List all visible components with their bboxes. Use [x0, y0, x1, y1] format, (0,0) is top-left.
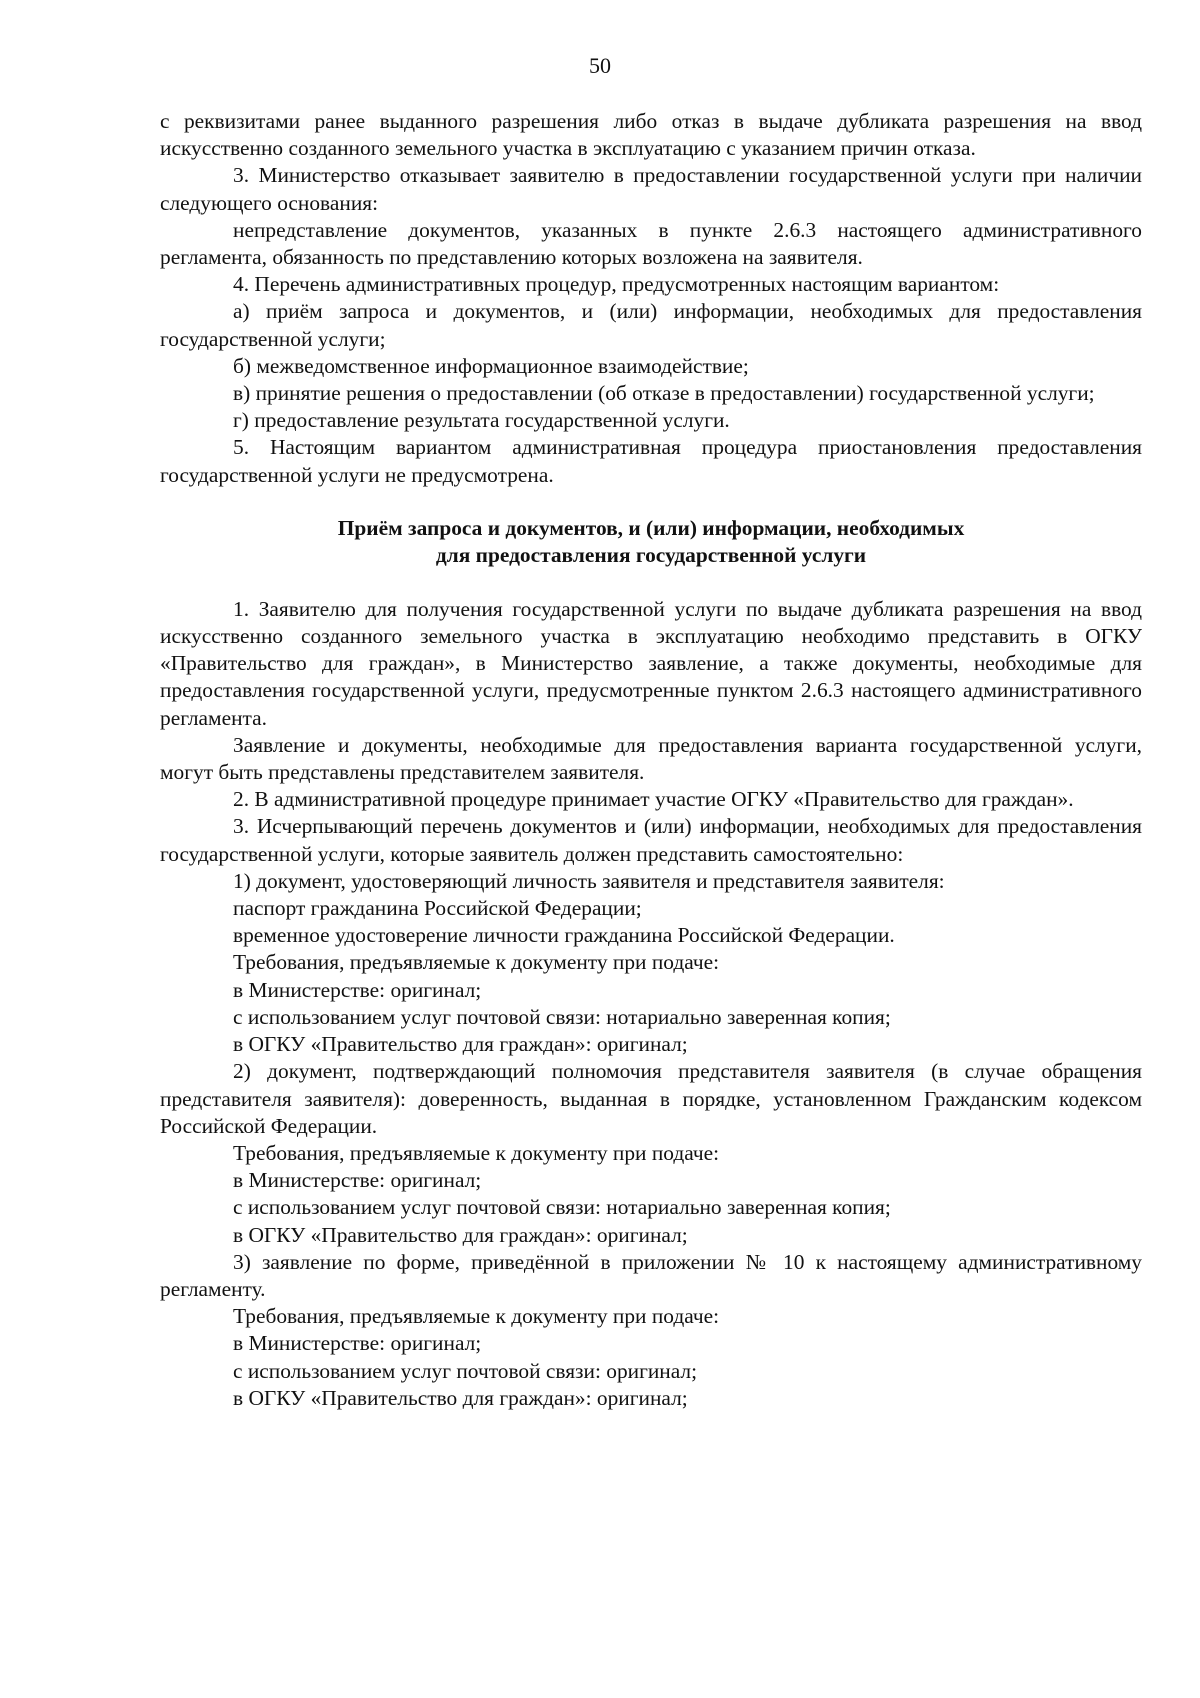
paragraph: Заявление и документы, необходимые для предоставления варианта государственной услуги, могут быть представлены представителем заявителя.: [160, 732, 1142, 785]
paragraph: 1. Заявителю для получения государственной услуги по выдаче дубликата разрешения на ввод искусственно созданного земельного участка в эксплуатацию необходимо представить в ОГКУ «Правительство для граждан», в Министерство заявление, а также документы, необходимые для предоставления государственной услуги, предусмотренные пунктом 2.6.3 настоящего административного регламента.: [160, 596, 1142, 730]
paragraph: 4. Перечень административных процедур, предусмотренных настоящим вариантом:: [233, 272, 1000, 297]
paragraph: Требования, предъявляемые к документу при подаче:: [233, 1140, 720, 1165]
page-number: 50: [589, 53, 611, 78]
paragraph: б) межведомственное информационное взаимодействие;: [233, 353, 749, 378]
paragraph: с использованием услуг почтовой связи: нотариально заверенная копия;: [233, 1004, 891, 1029]
paragraph: 1) документ, удостоверяющий личность заявителя и представителя заявителя:: [233, 868, 945, 893]
paragraph: 3) заявление по форме, приведённой в приложении № 10 к настоящему административному регламенту.: [160, 1249, 1142, 1301]
paragraph: с использованием услуг почтовой связи: оригинал;: [233, 1358, 698, 1383]
paragraph: в) принятие решения о предоставлении (об отказе в предоставлении) государственной услуги;: [233, 381, 1095, 406]
paragraph: в Министерстве: оригинал;: [233, 1331, 482, 1356]
document-body: [160, 108, 1142, 1412]
section-heading-line-1: Приём запроса и документов, и (или) информации, необходимых: [337, 515, 965, 540]
paragraph: 2. В административной процедуре принимает участие ОГКУ «Правительство для граждан».: [233, 787, 1074, 812]
paragraph: в ОГКУ «Правительство для граждан»: оригинал;: [233, 1385, 688, 1410]
paragraph: с использованием услуг почтовой связи: нотариально заверенная копия;: [233, 1195, 891, 1220]
paragraphs-top: [160, 108, 1142, 489]
paragraph: паспорт гражданина Российской Федерации;: [233, 896, 642, 921]
paragraph: Требования, предъявляемые к документу при подаче:: [233, 950, 720, 975]
paragraphs-bottom: [160, 596, 1142, 1412]
paragraph: в ОГКУ «Правительство для граждан»: оригинал;: [233, 1222, 688, 1247]
section-heading-line-2: для предоставления государственной услуги: [435, 543, 867, 568]
paragraph: непредставление документов, указанных в пункте 2.6.3 настоящего административного регламента, обязанность по представлению которых возложена на заявителя.: [160, 217, 1142, 270]
paragraph: временное удостоверение личности гражданина Российской Федерации.: [233, 923, 895, 948]
section-heading: [160, 515, 1142, 570]
paragraph: в Министерстве: оригинал;: [233, 1168, 482, 1193]
paragraph: 2) документ, подтверждающий полномочия представителя заявителя (в случае обращения представителя заявителя): доверенность, выданная в порядке, установленном Гражданским кодексом Российской Федерации.: [160, 1059, 1142, 1138]
paragraph: с реквизитами ранее выданного разрешения либо отказ в выдаче дубликата разрешения на ввод искусственно созданного земельного участка в эксплуатацию с указанием причин отказа.: [160, 109, 1142, 161]
paragraph: 3. Исчерпывающий перечень документов и (или) информации, необходимых для предоставления государственной услуги, которые заявитель должен представить самостоятельно:: [160, 814, 1142, 866]
paragraph: а) приём запроса и документов, и (или) информации, необходимых для предоставления государственной услуги;: [160, 299, 1142, 351]
paragraph: 5. Настоящим вариантом административная процедура приостановления предоставления государственной услуги не предусмотрена.: [160, 435, 1142, 487]
paragraph: в ОГКУ «Правительство для граждан»: оригинал;: [233, 1032, 688, 1057]
paragraph: в Министерстве: оригинал;: [233, 977, 482, 1002]
paragraph: г) предоставление результата государственной услуги.: [233, 408, 730, 433]
paragraph: Требования, предъявляемые к документу при подаче:: [233, 1304, 720, 1329]
paragraph: 3. Министерство отказывает заявителю в предоставлении государственной услуги при наличии следующего основания:: [160, 163, 1142, 215]
